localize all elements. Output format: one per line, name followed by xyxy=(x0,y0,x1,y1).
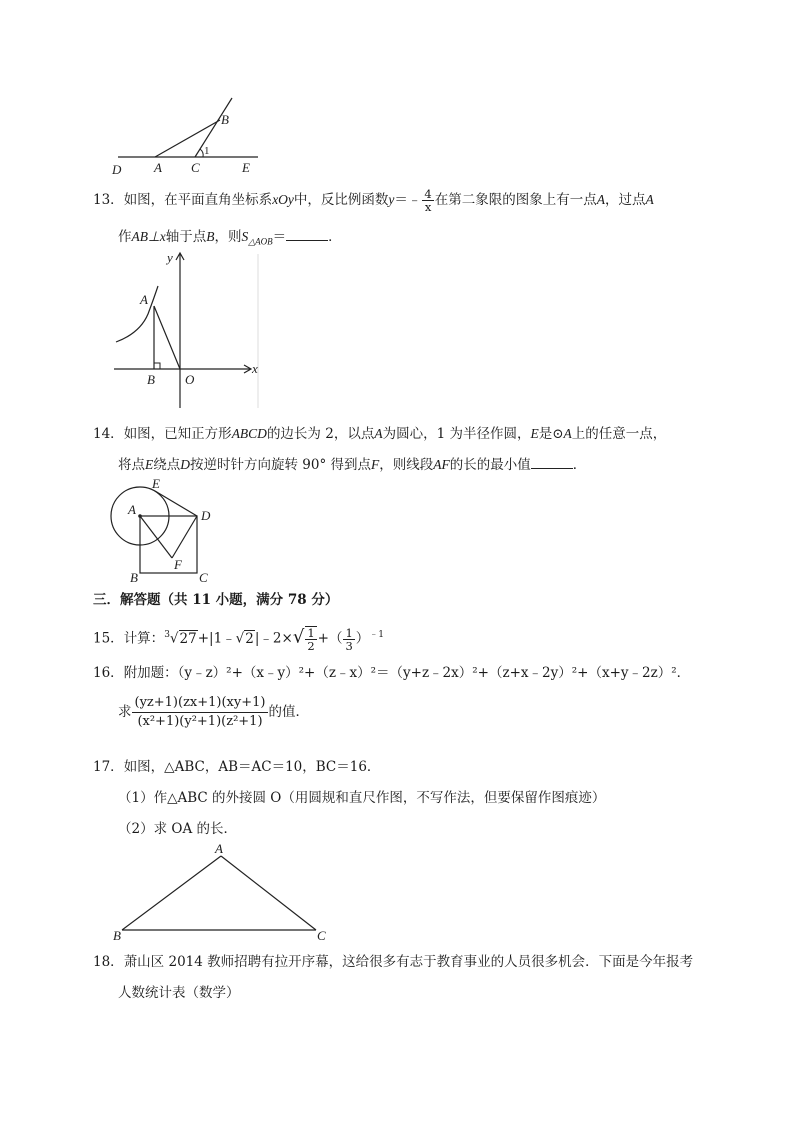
q15-third-num: 1 xyxy=(345,625,353,640)
q13-text-g: 轴于点 xyxy=(165,229,207,245)
q14-var-a2: A xyxy=(563,426,572,441)
q18-number: 18． xyxy=(93,954,124,970)
segment-af xyxy=(140,516,172,558)
label-a: A xyxy=(140,292,148,307)
q15-cbrt-value: 27 xyxy=(179,630,197,647)
label-a: A xyxy=(154,160,162,175)
q16-equation: 附加题：（y﹣z）²+（x﹣y）²+（z﹣x）²＝（y+z﹣2x）²+（z+x﹣2y）²+（x+y﹣2z）²． xyxy=(123,665,691,681)
q14-text-c: 为圆心，1 为半径作圆， xyxy=(382,426,531,442)
q15-third xyxy=(343,627,354,652)
segment-ao xyxy=(154,306,180,369)
q13-text-c: ＝﹣ xyxy=(394,192,422,208)
figure-q17 xyxy=(108,842,338,944)
q15-plus: +（ xyxy=(317,630,343,647)
segment-fd xyxy=(172,516,197,558)
q13-var-abx: AB⊥x xyxy=(131,229,166,244)
q14-var-a: A xyxy=(374,426,383,441)
label-b: B xyxy=(130,570,138,585)
q13-sub-aob: △AOB xyxy=(248,236,273,247)
q13-var-xoy: xOy xyxy=(272,192,294,207)
q14-number: 14． xyxy=(93,426,124,442)
q13-var-b: B xyxy=(206,229,215,244)
q14-text-e: 上的任意一点， xyxy=(571,426,667,442)
q15-abs-part: +|1﹣ xyxy=(197,630,236,647)
q15-abs-end: |﹣2× xyxy=(254,630,293,647)
q13-frac-num: 4 xyxy=(424,187,432,201)
q14-text-b: 的边长为 2，以点 xyxy=(266,426,375,442)
q14-text-j: 的长的最小值 xyxy=(449,457,531,473)
q16-fraction xyxy=(132,694,269,731)
q13-text-e: ，过点 xyxy=(605,192,646,208)
q15-prefix: 计算： xyxy=(123,630,165,647)
q15-sqrt-sign: √ xyxy=(235,630,245,647)
q14-answer-blank[interactable] xyxy=(531,456,573,469)
section-heading: 三．解答题（共 11 小题，满分 78 分） xyxy=(93,592,339,608)
q13-var-s: S xyxy=(241,229,249,244)
center-dot xyxy=(138,514,142,518)
line-ab xyxy=(155,120,220,157)
q14-var-d: D xyxy=(180,457,190,472)
q14-var-abcd: ABCD xyxy=(231,426,267,441)
q16-frac-num: (yz+1)(zx+1)(xy+1) xyxy=(132,694,269,713)
q15-third-den: 3 xyxy=(345,638,353,653)
q14-text-end: ． xyxy=(572,457,587,473)
q17-number: 17． xyxy=(93,759,124,775)
q14-line2 xyxy=(118,456,586,474)
q15-radical-sign: √ xyxy=(169,630,179,647)
q13-number: 13． xyxy=(93,192,124,208)
q14-line1 xyxy=(93,425,666,443)
q15-sqrt2: 2 xyxy=(245,630,254,647)
q14-text-d: 是⊙ xyxy=(538,426,564,442)
label-x: x xyxy=(252,361,258,376)
q13-line1 xyxy=(93,188,654,213)
side-ac xyxy=(221,856,316,930)
label-e: E xyxy=(242,160,250,175)
figure-q14 xyxy=(110,476,220,586)
q16-number: 16． xyxy=(93,665,124,681)
q14-var-af: AF xyxy=(433,457,450,472)
q13-var-a: A xyxy=(596,192,605,207)
label-c: C xyxy=(191,160,200,175)
q14-var-f: F xyxy=(371,457,380,472)
label-a: A xyxy=(215,841,223,856)
q16-qiu: 求 xyxy=(118,704,132,720)
q15-half-num: 1 xyxy=(307,626,315,640)
q13-text-f: 作 xyxy=(118,229,132,245)
q13-text-d: 在第二象限的图象上有一点 xyxy=(434,192,597,208)
figure-q12 xyxy=(110,92,270,182)
q15-exp: ﹣1 xyxy=(369,630,385,640)
q15-close: ） xyxy=(355,630,370,647)
q13-answer-blank[interactable] xyxy=(286,228,328,241)
q13-var-y: y xyxy=(388,192,395,207)
label-d: D xyxy=(112,162,122,177)
q18-text-1: 萧山区 2014 教师招聘有拉开序幕，这给很多有志于教育事业的人员很多机会．下面是今年报考 xyxy=(123,954,694,970)
q15-line xyxy=(93,622,384,652)
side-ab xyxy=(122,856,221,930)
q16-frac-den: (x²+1)(y²+1)(z²+1) xyxy=(137,714,263,729)
q14-text-a: 如图，已知正方形 xyxy=(123,426,232,442)
q14-text-i: ，则线段 xyxy=(379,457,434,473)
q15-half-den: 2 xyxy=(307,639,315,653)
hyperbola-curve xyxy=(116,286,158,342)
label-d: D xyxy=(201,508,211,523)
label-angle-1: 1 xyxy=(204,145,210,157)
q14-text-f: 将点 xyxy=(118,457,145,473)
q16-end: 的值． xyxy=(268,704,309,720)
q14-text-g: 绕点 xyxy=(153,457,181,473)
q13-text-a: 如图，在平面直角坐标系 xyxy=(123,192,273,208)
q18-line1 xyxy=(93,953,693,971)
q13-var-a2: A xyxy=(645,192,654,207)
label-y: y xyxy=(167,250,173,265)
q17-part2: （2）求 OA 的长． xyxy=(118,821,237,837)
line-cb xyxy=(195,98,232,157)
label-e: E xyxy=(152,476,160,491)
square-abcd xyxy=(140,516,197,573)
label-b: B xyxy=(147,372,155,387)
q13-fraction xyxy=(422,188,433,213)
q14-var-e: E xyxy=(530,426,539,441)
q13-frac-den: x xyxy=(424,200,432,214)
label-c: C xyxy=(317,928,326,943)
q16-line2 xyxy=(118,694,309,731)
label-a: A xyxy=(128,502,136,517)
q14-text-h: 按逆时针方向旋转 90° 得到点 xyxy=(190,457,372,473)
label-f: F xyxy=(174,557,182,572)
q15-number: 15． xyxy=(93,630,124,647)
label-b: B xyxy=(113,928,121,943)
q13-text-b: 中，反比例函数 xyxy=(293,192,389,208)
q18-line2: 人数统计表（数学） xyxy=(118,985,240,1001)
label-o: O xyxy=(185,372,195,387)
q13-text-h: ，则 xyxy=(214,229,242,245)
label-c: C xyxy=(199,570,208,585)
q15-cbrt-index: 3 xyxy=(164,630,170,640)
label-b: B xyxy=(221,112,229,127)
q17-line1 xyxy=(93,758,380,776)
q13-text-i: ＝ xyxy=(272,229,287,245)
q16-line1 xyxy=(93,664,690,682)
q15-half xyxy=(305,626,316,652)
segment-ed xyxy=(155,491,197,516)
angle-mark xyxy=(200,149,203,157)
q14-var-e2: E xyxy=(145,457,154,472)
q15-sqrt-sign-2: √ xyxy=(292,626,305,648)
figure-q13 xyxy=(110,248,270,413)
q13-text-end: ． xyxy=(328,229,342,245)
right-angle-mark xyxy=(154,363,160,369)
q17-part1: （1）作△ABC 的外接圆 O（用圆规和直尺作图，不写作法，但要保留作图痕迹） xyxy=(118,790,606,806)
q17-statement: 如图，△ABC，AB＝AC＝10，BC＝16． xyxy=(123,759,381,775)
